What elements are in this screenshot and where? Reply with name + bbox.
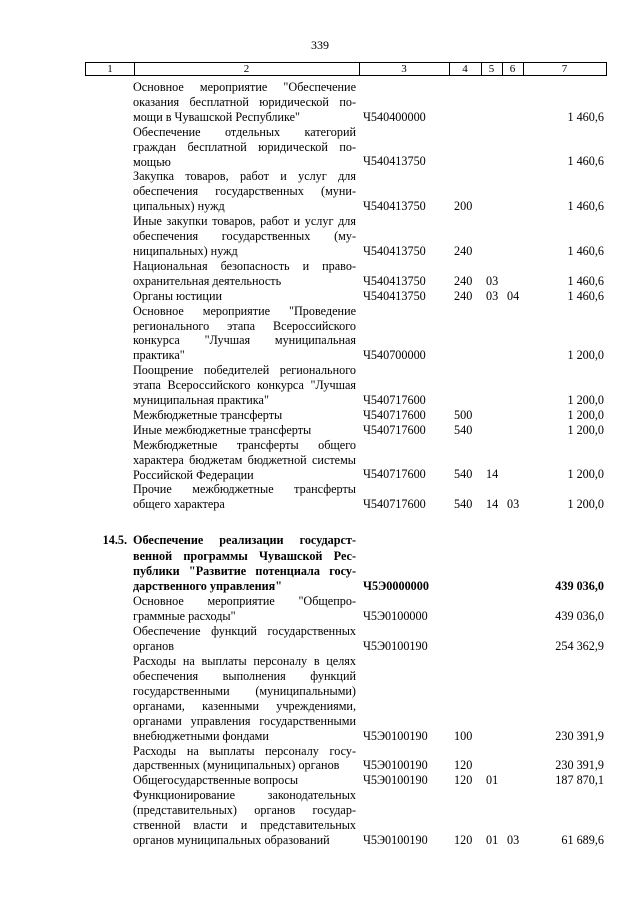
row-amount: 61 689,6: [561, 832, 604, 847]
table-row: [85, 744, 607, 774]
column-header-6: 6: [502, 63, 524, 75]
table-row: [85, 482, 607, 512]
table-row: [85, 125, 607, 170]
table-column-header: [85, 62, 607, 76]
section-code: Ч5Э0000000: [363, 579, 429, 594]
column-header-7: 7: [561, 63, 568, 75]
row-c4: 240: [454, 243, 473, 258]
table-row: [85, 304, 607, 364]
row-name: Органы юстиции: [133, 288, 222, 303]
table-row: [85, 169, 607, 214]
row-amount: 1 460,6: [567, 288, 604, 303]
row-c4: 200: [454, 199, 473, 214]
row-name: Обеспечение функций государственных органов: [133, 624, 356, 654]
section-name: Обеспечение реализации государственной программы Чувашской Республики "Развитие потенциала государственного управления": [133, 533, 356, 594]
table-row: [85, 773, 607, 788]
section-number: 14.5.: [102, 533, 127, 548]
row-name: Основное мероприятие "Общепрограммные расходы": [133, 594, 356, 624]
table-row: [85, 259, 607, 289]
row-c4: 240: [454, 288, 473, 303]
column-header-4: 4: [449, 63, 482, 75]
row-c4: 100: [454, 728, 473, 743]
column-header-1: 1: [86, 63, 135, 75]
row-code: Ч540717600: [363, 467, 426, 482]
table-row: [85, 214, 607, 259]
table-row: [85, 788, 607, 848]
row-name: Поощрение победителей регионального этапа Всероссийского конкурса "Лучшая муниципальная практика": [133, 363, 356, 408]
budget-table-body: [85, 80, 607, 848]
row-amount: 1 200,0: [567, 497, 604, 512]
row-amount: 1 460,6: [567, 273, 604, 288]
row-code: Ч540413750: [363, 199, 426, 214]
row-amount: 1 200,0: [567, 392, 604, 407]
row-c6: 03: [507, 497, 520, 512]
row-c5: 03: [486, 288, 499, 303]
column-header-5: 5: [481, 63, 503, 75]
row-code: Ч5Э0100190: [363, 773, 428, 788]
row-code: Ч540400000: [363, 109, 426, 124]
row-code: Ч5Э0100000: [363, 609, 428, 624]
row-c4: 240: [454, 273, 473, 288]
row-c5: 03: [486, 273, 499, 288]
row-c4: 120: [454, 758, 473, 773]
row-c5: 14: [486, 467, 499, 482]
row-code: Ч540413750: [363, 288, 426, 303]
page-number: 339: [311, 38, 329, 52]
table-row: [85, 594, 607, 624]
row-name: Основное мероприятие "Проведение регионального этапа Всероссийского конкурса "Лучшая муниципальная практика": [133, 303, 356, 363]
row-name: Закупка товаров, работ и услуг для обеспечения государственных (муниципальных) нужд: [133, 169, 356, 214]
row-amount: 230 391,9: [555, 728, 604, 743]
row-c4: 120: [454, 773, 473, 788]
row-amount: 230 391,9: [555, 758, 604, 773]
row-amount: 1 200,0: [567, 407, 604, 422]
row-amount: 1 460,6: [567, 154, 604, 169]
row-amount: 187 870,1: [555, 773, 604, 788]
row-code: Ч540717600: [363, 422, 426, 437]
row-code: Ч540717600: [363, 497, 426, 512]
section-row: [85, 533, 607, 594]
row-c6: 03: [507, 832, 520, 847]
row-amount: 1 460,6: [567, 109, 604, 124]
row-code: Ч5Э0100190: [363, 832, 428, 847]
table-row: [85, 654, 607, 743]
row-code: Ч540413750: [363, 273, 426, 288]
row-c5: 01: [486, 832, 499, 847]
row-c5: 14: [486, 497, 499, 512]
column-header-2: 2: [134, 63, 360, 75]
row-c4: 540: [454, 422, 473, 437]
row-code: Ч540413750: [363, 154, 426, 169]
column-header-3: 3: [359, 63, 450, 75]
row-code: Ч5Э0100190: [363, 639, 428, 654]
table-row: [85, 80, 607, 125]
row-amount: 1 460,6: [567, 199, 604, 214]
table-row: [85, 438, 607, 483]
table-row: [85, 289, 607, 304]
row-amount: 1 200,0: [567, 467, 604, 482]
row-name: Основное мероприятие "Обеспечение оказания бесплатной юридической помощи в Чувашской Республике": [133, 80, 356, 124]
row-amount: 254 362,9: [555, 639, 604, 654]
row-amount: 439 036,0: [555, 609, 604, 624]
row-name: Национальная безопасность и правоохранительная деятельность: [133, 258, 356, 288]
row-amount: 1 460,6: [567, 243, 604, 258]
row-c4: 540: [454, 497, 473, 512]
row-name: Межбюджетные трансферты общего характера бюджетам бюджетной системы Российской Федерации: [133, 437, 356, 482]
table-row: [85, 423, 607, 438]
row-code: Ч540413750: [363, 243, 426, 258]
row-c4: 500: [454, 407, 473, 422]
row-code: Ч5Э0100190: [363, 728, 428, 743]
row-name: Общегосударственные вопросы: [133, 773, 299, 788]
row-c6: 04: [507, 288, 520, 303]
row-c4: 540: [454, 467, 473, 482]
row-name: Межбюджетные трансферты: [133, 407, 283, 422]
row-name: Иные закупки товаров, работ и услуг для обеспечения государственных (муниципальных) нужд: [133, 214, 356, 258]
row-name: Обеспечение отдельных категорий граждан бесплатной юридической помощью: [133, 124, 356, 169]
row-c4: 120: [454, 832, 473, 847]
table-row: [85, 408, 607, 423]
row-name: Расходы на выплаты персоналу государственных (муниципальных) органов: [133, 743, 356, 773]
row-name: Расходы на выплаты персоналу в целях обеспечения выполнения функций государственными (муниципальными) органами, казенными учреждениями, органами управления государственными внебюджетными фондами: [133, 654, 356, 743]
table-row: [85, 363, 607, 408]
row-c5: 01: [486, 773, 499, 788]
row-name: Иные межбюджетные трансферты: [133, 422, 312, 437]
row-code: Ч540700000: [363, 348, 426, 363]
row-amount: 1 200,0: [567, 348, 604, 363]
row-code: Ч5Э0100190: [363, 758, 428, 773]
row-amount: 1 200,0: [567, 422, 604, 437]
row-code: Ч540717600: [363, 407, 426, 422]
row-code: Ч540717600: [363, 392, 426, 407]
row-name: Функционирование законодательных (представительных) органов государственной власти и представительных органов муниципальных образований: [133, 788, 356, 847]
section-spacer: [85, 512, 607, 533]
section-amount: 439 036,0: [555, 579, 604, 594]
row-name: Прочие межбюджетные трансферты общего характера: [133, 482, 356, 512]
table-row: [85, 624, 607, 654]
